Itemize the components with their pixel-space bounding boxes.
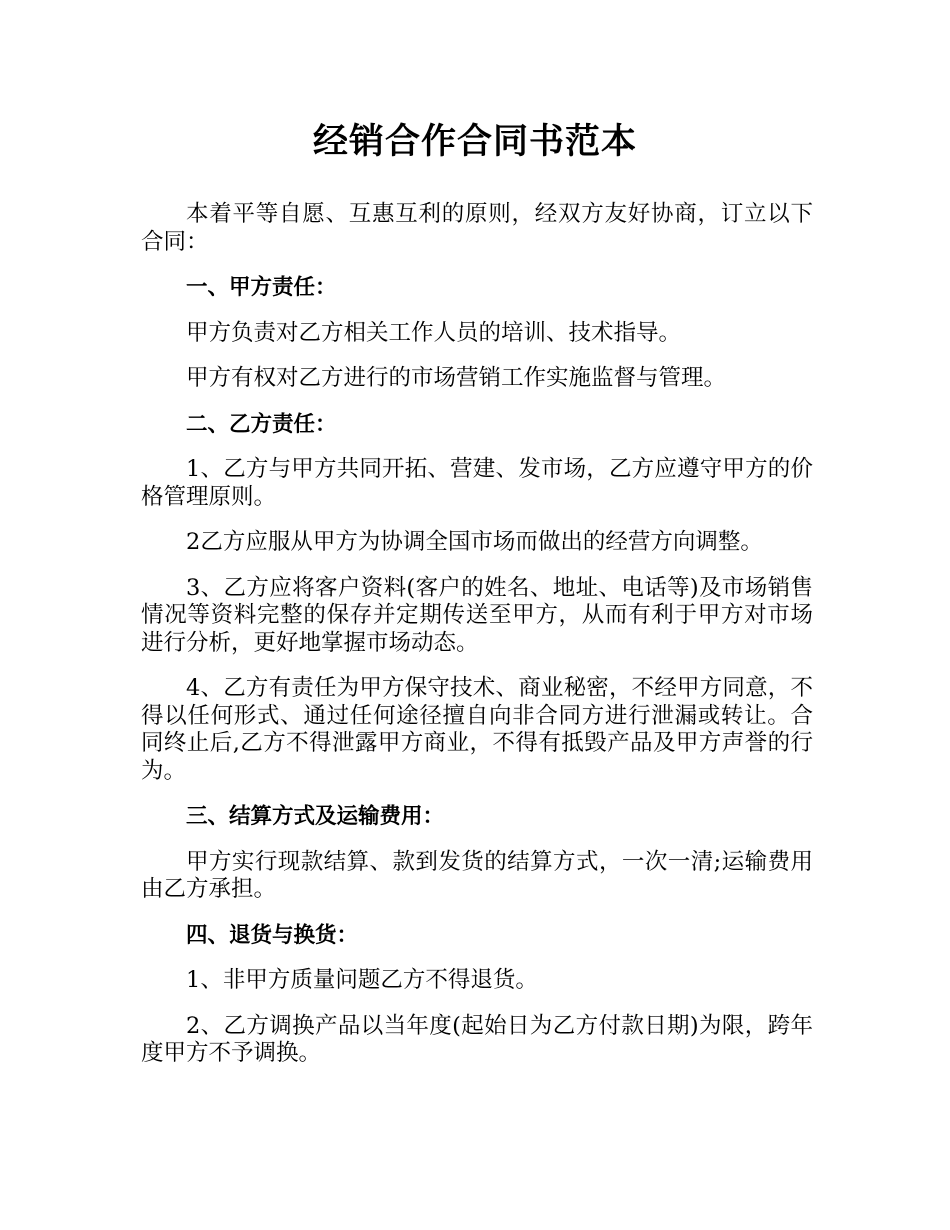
section-2-item-3: 3、乙方应将客户资料(客户的姓名、地址、电话等)及市场销售情况等资料完整的保存并定期传送至甲方，从而有利于甲方对市场进行分析，更好地掌握市场动态。 [141,574,813,656]
document-title: 经销合作合同书范本 [312,122,637,162]
section-4-item-1: 1、非甲方质量问题乙方不得退货。 [186,967,538,993]
section-3-heading: 三、结算方式及运输费用： [186,804,445,829]
section-1-item-2: 甲方有权对乙方进行的市场营销工作实施监督与管理。 [186,365,727,391]
section-2-item-1: 1、乙方与甲方共同开拓、营建、发市场，乙方应遵守甲方的价格管理原则。 [141,456,813,510]
section-2-heading: 二、乙方责任： [186,411,337,437]
section-3-item-1: 甲方实行现款结算、款到发货的结算方式，一次一清;运输费用由乙方承担。 [141,848,813,902]
section-4-item-2: 2、乙方调换产品以当年度(起始日为乙方付款日期)为限，跨年度甲方不予调换。 [141,1012,813,1066]
section-1-heading: 一、甲方责任： [186,275,337,300]
section-2-item-4: 4、乙方有责任为甲方保守技术、商业秘密，不经甲方同意，不得以任何形式、通过任何途径擅自向非合同方进行泄漏或转让。合同终止后,乙方不得泄露甲方商业，不得有抵毁产品及甲方声誉的行为。 [141,675,813,784]
intro-paragraph: 本着平等自愿、互惠互利的原则，经双方友好协商，订立以下合同： [141,201,813,255]
document-body [141,201,813,1086]
section-1-item-1: 甲方负责对乙方相关工作人员的培训、技术指导。 [186,319,682,346]
section-2-item-2: 2乙方应服从甲方为协调全国市场而做出的经营方向调整。 [186,529,763,555]
section-4-heading: 四、退货与换货： [186,922,359,948]
